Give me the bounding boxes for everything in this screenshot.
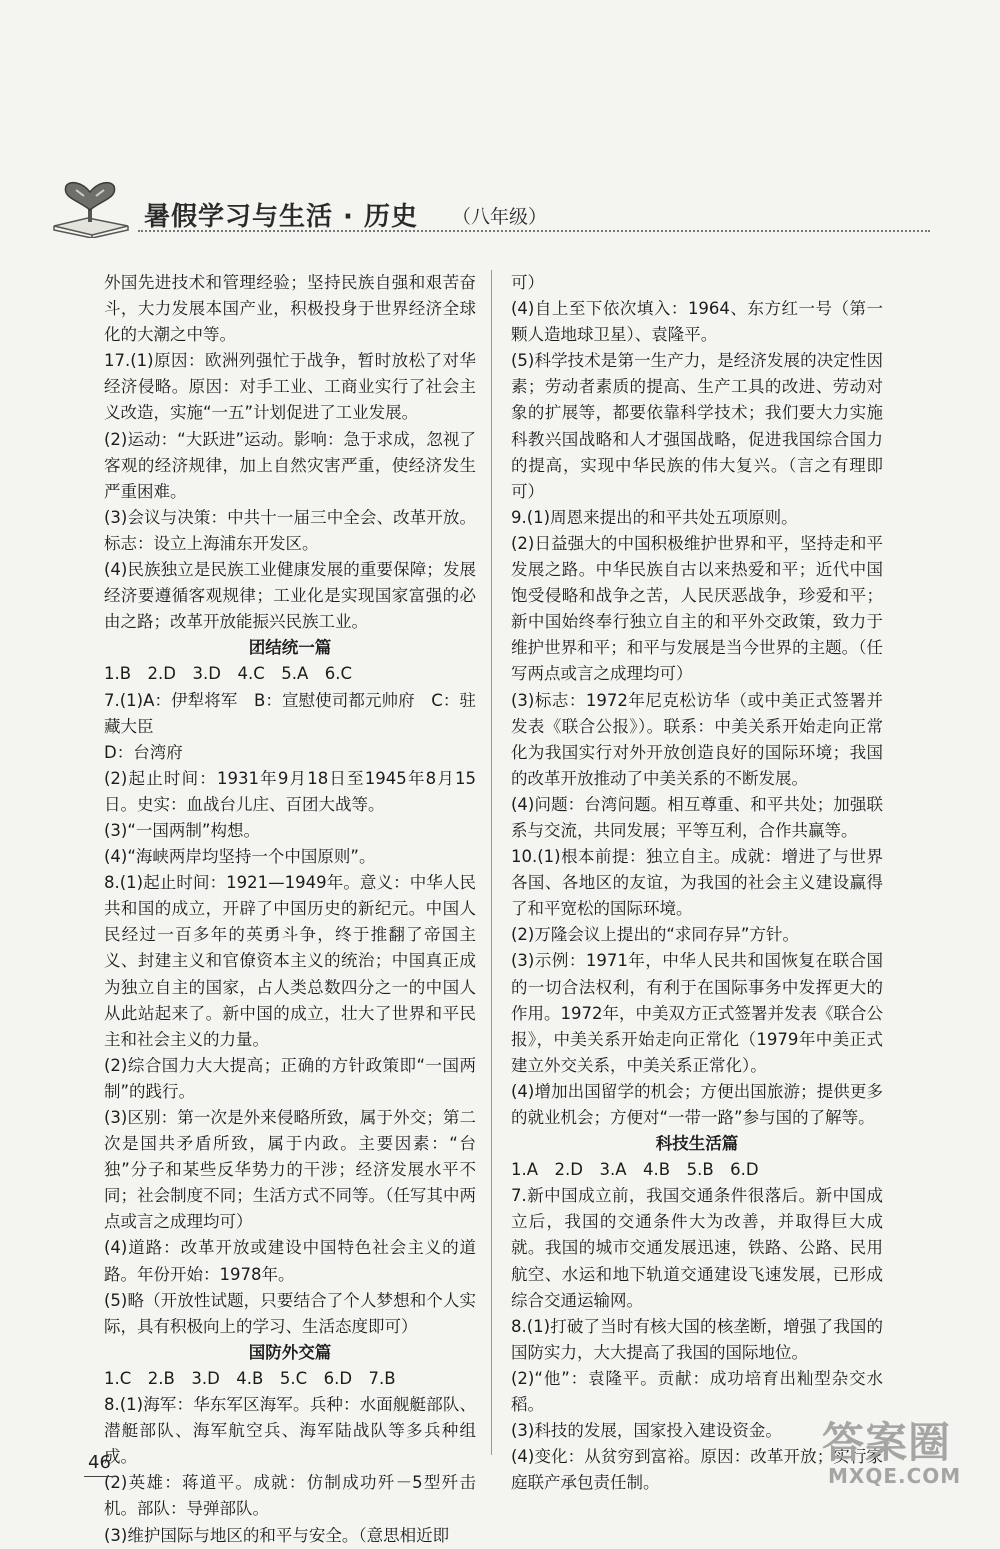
- page-number-underline: [84, 1476, 116, 1477]
- answer-paragraph: (4)增加出国留学的机会；方便出国旅游；提供更多的就业机会；方便对“一带一路”参与国的了解等。: [511, 1081, 883, 1127]
- answer-paragraph: 可）: [511, 273, 544, 292]
- answer-paragraph: (2)万隆会议上提出的“求同存异”方针。: [511, 925, 799, 945]
- answer-paragraph: (2)运动：“大跃进”运动。影响：急于求成，忽视了客观的经济规律，加上自然灾害严重，使经济发生严重困难。: [104, 429, 476, 501]
- answer-paragraph: D：台湾府: [104, 742, 183, 762]
- answer-paragraph: (4)自上至下依次填入：1964、东方红一号（第一颗人造地球卫星）、袁隆平。: [511, 299, 883, 345]
- answer-paragraph: 9.(1)周恩来提出的和平共处五项原则。: [511, 507, 798, 527]
- answer-paragraph: (3)会议与决策：中共十一届三中全会、改革开放。标志：设立上海浦东开发区。: [104, 507, 476, 553]
- watermark: [818, 1410, 988, 1492]
- answer-paragraph: (3)“一国两制”构想。: [104, 820, 260, 840]
- column-divider: [491, 270, 492, 1455]
- answer-paragraph: 10.(1)根本前提：独立自主。成就：增进了与世界各国、各地区的友谊，为我国的社会主义建设赢得了和平宽松的国际环境。: [511, 847, 883, 919]
- answer-paragraph: 8.(1)打破了当时有核大国的核垄断，增强了我国的国防实力，大大提高了我国的国际地位。: [511, 1316, 883, 1362]
- answer-paragraph: (2)综合国力大大提高；正确的方针政策即“一国两制”的践行。: [104, 1055, 476, 1101]
- answer-paragraph: 8.(1)海军：华东军区海军。兵种：水面舰艇部队、潜艇部队、海军航空兵、海军陆战队等多兵种组成。: [104, 1395, 476, 1467]
- answer-paragraph: 1.A 2.D 3.A 4.B 5.B 6.D: [511, 1160, 759, 1180]
- answer-paragraph: 17.(1)原因：欧洲列强忙于战争，暂时放松了对华经济侵略。原因：对手工业、工商业实行了社会主义改造，实施“一五”计划促进了工业发展。: [104, 351, 476, 423]
- answer-paragraph: 7.新中国成立前，我国交通条件很落后。新中国成立后，我国的交通条件大为改善，并取得巨大成就。我国的城市交通发展迅速，铁路、公路、民用航空、水运和地下轨道交通建设飞速发展，已形成综合交通运输网。: [511, 1186, 883, 1310]
- answer-paragraph: 8.(1)起止时间：1921—1949年。意义：中华人民共和国的成立，开辟了中国历史的新纪元。中国人民经过一百多年的英勇斗争，终于推翻了帝国主义、封建主义和官僚资本主义的统治；中国真正成为独立自主的国家，占人类总数四分之一的中国人从此站起来了。新中国的成立，壮大了世界和平民主和社会主义的力量。: [104, 873, 476, 1049]
- answer-paragraph: (5)科学技术是第一生产力，是经济发展的决定性因素；劳动者素质的提高、生产工具的改进、劳动对象的扩展等，都要依靠科学技术；我们要大力实施科教兴国战略和人才强国战略，促进我国综合国力的提高，实现中华民族的伟大复兴。（言之有理即可）: [511, 351, 883, 501]
- left-answer-column: [104, 270, 476, 1549]
- right-answer-column: [511, 270, 883, 1496]
- answer-paragraph: 1.B 2.D 3.D 4.C 5.A 6.C: [104, 664, 353, 684]
- heart-tree-book-icon: [48, 180, 134, 238]
- page-header: [48, 180, 878, 240]
- answer-paragraph: 1.C 2.B 3.D 4.B 5.C 6.D 7.B: [104, 1368, 396, 1388]
- answer-paragraph: (4)“海峡两岸均坚持一个中国原则”。: [104, 847, 376, 867]
- answer-paragraph: (2)起止时间：1931年9月18日至1945年8月15日。史实：血战台儿庄、百团大战等。: [104, 768, 476, 814]
- header-grade: （八年级）: [452, 206, 548, 228]
- answer-paragraph: (3)区别：第一次是外来侵略所致，属于外交；第二次是国共矛盾所致，属于内政。主要因素：“台独”分子和某些反华势力的干涉；经济发展水平不同；社会制度不同；生活方式不同等。（任写其中两点或言之成理均可）: [104, 1108, 476, 1232]
- answer-paragraph: (2)“他”：袁隆平。贡献：成功培育出籼型杂交水稻。: [511, 1368, 883, 1415]
- answer-paragraph: (4)民族独立是民族工业健康发展的重要保障；发展经济要遵循客观规律；工业化是实现国家富强的必由之路；改革开放能振兴民族工业。: [104, 560, 476, 632]
- answer-paragraph: (3)示例：1971年，中华人民共和国恢复在联合国的一切合法权利，有利于在国际事务中发挥更大的作用。1972年，中美双方正式签署并发表《联合公报》，中美关系开始走向正常化（1979年中美正式建立外交关系，中美关系正常化）。: [511, 951, 883, 1075]
- section-heading: 国防外交篇: [248, 1342, 332, 1362]
- answer-paragraph: 7.(1)A：伊犁将军 B：宣慰使司都元帅府 C：驻藏大臣: [104, 690, 476, 736]
- answer-paragraph: (2)日益强大的中国积极维护世界和平，坚持走和平发展之路。中华民族自古以来热爱和平；近代中国饱受侵略和战争之苦，人民厌恶战争，珍爱和平；新中国始终奉行独立自主的和平外交政策，致力于维护世界和平；和平与发展是当今世界的主题。（任写两点或言之成理均可）: [511, 533, 883, 684]
- answer-paragraph: (3)标志：1972年尼克松访华（或中美正式签署并发表《联合公报》）。联系：中美关系开始走向正常化为我国实行对外开放创造良好的国际环境；我国的改革开放推动了中美关系的不断发展。: [511, 690, 883, 788]
- answer-paragraph: (4)道路：改革开放或建设中国特色社会主义的道路。年份开始：1978年。: [104, 1238, 476, 1284]
- answer-paragraph: (4)问题：台湾问题。相互尊重、和平共处；加强联系与交流，共同发展；平等互利，合作共赢等。: [511, 794, 883, 840]
- watermark-url: MXQE.COM: [828, 1464, 962, 1488]
- answer-paragraph: (2)英雄：蒋道平。成就：仿制成功歼－5型歼击机。部队：导弹部队。: [104, 1473, 476, 1519]
- answer-paragraph: 外国先进技术和管理经验；坚持民族自强和艰苦奋斗，大力发展本国产业，积极投身于世界经济全球化的大潮之中等。: [104, 273, 476, 345]
- answer-paragraph: (5)略（开放性试题，只要结合了个人梦想和个人实际，具有积极向上的学习、生活态度即可）: [104, 1290, 476, 1336]
- answer-paragraph: (4)变化：从贫穷到富裕。原因：改革开放；实行家庭联产承包责任制。: [511, 1447, 883, 1493]
- answer-paragraph: (3)维护国际与地区的和平与安全。（意思相近即: [104, 1525, 450, 1545]
- header-divider: [138, 230, 930, 232]
- section-heading: 团结统一篇: [248, 638, 332, 658]
- answer-paragraph: (3)科技的发展，国家投入建设资金。: [511, 1421, 782, 1441]
- header-title: 暑假学习与生活 · 历史: [144, 202, 418, 232]
- section-heading: 科技生活篇: [655, 1134, 739, 1154]
- page-number: 46: [88, 1452, 111, 1473]
- watermark-text: 答案圈: [822, 1418, 952, 1467]
